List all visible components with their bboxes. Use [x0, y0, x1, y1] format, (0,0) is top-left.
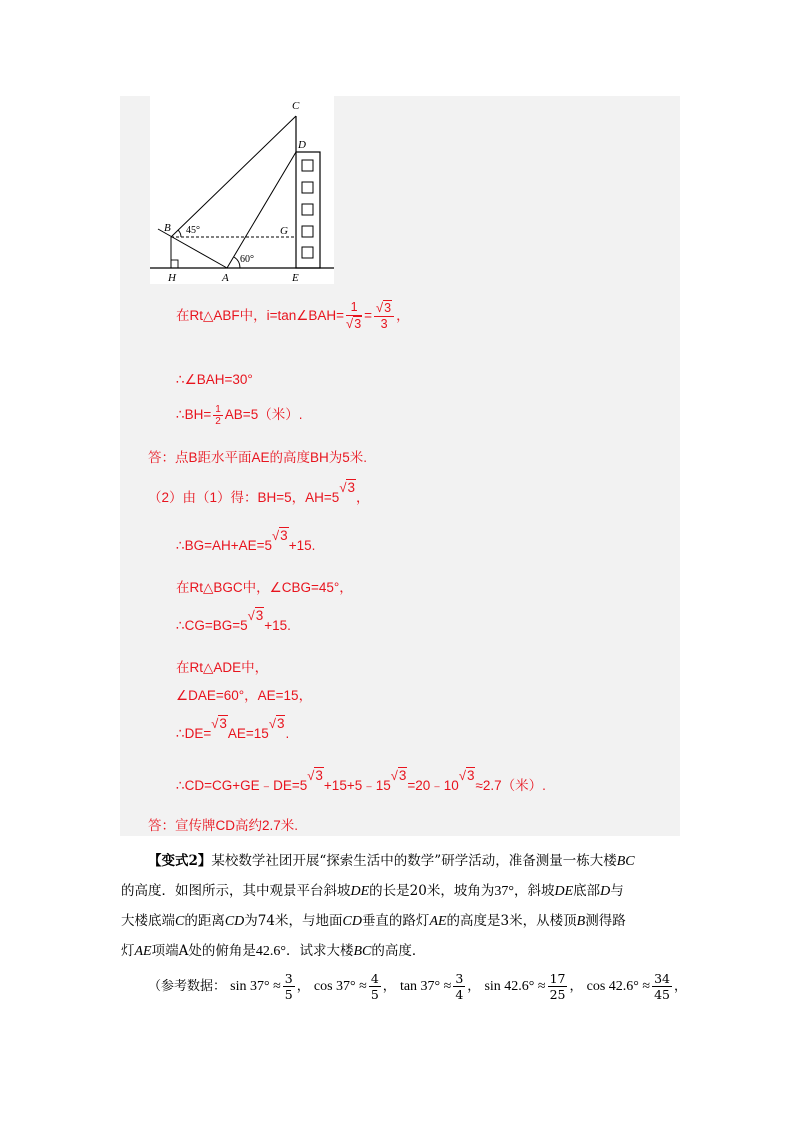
solution-line-3: ∴BH= $\frac{1}{2}$ AB=5（米）. [176, 403, 303, 427]
solution-line-10: ∠DAE=60°，AE=15， [176, 688, 313, 703]
segment-ad [227, 152, 296, 268]
label-b: B [164, 222, 171, 234]
label-g: G [280, 225, 288, 237]
building-window [302, 247, 313, 258]
solution-line-11: ∴DE=√3AE=15√3. [176, 716, 290, 741]
building-window [302, 204, 313, 215]
segment-bc [171, 116, 296, 237]
solution-line-5: （2）由（1）得：BH=5，AH=5√3， [148, 480, 370, 505]
building-window [302, 226, 313, 237]
building-window [302, 160, 313, 171]
problem-reference-data: （参考数据： sin 37° ≈ $\frac{3}{5}$ ， cos 37° ≈ $\frac{4}{5}$ ， tan 37° ≈ $\frac{3}{4}$ ， sin 42.6° ≈ $\frac{17}{25}$ ， cos 42.6° ≈ $\frac{34}{45}$ ， [148, 971, 688, 1002]
problem-line-4: 灯AE项端A处的俯角是42.6°．试求大楼BC的高度． [121, 943, 426, 959]
solution-line-9: 在Rt△ADE中， [176, 660, 269, 675]
solution-answer-2: 答：宣传牌CD高约2.7米. [148, 818, 299, 833]
building [296, 152, 320, 268]
angle-label-b: 45° [186, 225, 200, 236]
problem-line-3: 大楼底端C的距离CD为74米，与地面CD垂直的路灯AE的高度是3米，从楼顶B测得路 [121, 913, 626, 929]
problem-line-2: 的高度．如图所示，其中观景平台斜坡DE的长是20米，坡角为37°，斜坡DE底部D与 [121, 883, 624, 899]
solution-line-2: ∴∠BAH=30° [176, 372, 253, 387]
angle-arc-b [178, 230, 181, 237]
label-a: A [222, 272, 229, 284]
solution-line-1: 在Rt△ABF中，i=tan∠BAH= $\frac{1}{√3}$ = $\frac{√3}{3}$ ， [176, 300, 410, 332]
geometry-figure [150, 96, 334, 284]
building-window [302, 182, 313, 193]
solution-line-6: ∴BG=AH+AE=5√3+15. [176, 528, 316, 553]
geometry-diagram [150, 96, 334, 284]
solution-line-8: ∴CG=BG=5√3+15. [176, 608, 291, 633]
angle-label-a: 60° [240, 254, 254, 265]
label-d: D [298, 139, 306, 151]
solution-line-12: ∴CD=CG+GE﹣DE=5√3+15+5﹣15√3=20﹣10√3≈2.7（米）. [176, 768, 546, 793]
label-h: H [168, 272, 176, 284]
right-angle-mark [171, 260, 178, 268]
label-e: E [292, 272, 299, 284]
label-c: C [292, 100, 300, 112]
solution-line-7: 在Rt△BGC中，∠CBG=45°， [176, 580, 353, 595]
problem-line-1: 【变式2】某校数学社团开展“探索生活中的数学”研学活动，准备测量一栋大楼BC [148, 853, 635, 869]
solution-answer-1: 答：点B距水平面AE的高度BH为5米. [148, 450, 368, 465]
